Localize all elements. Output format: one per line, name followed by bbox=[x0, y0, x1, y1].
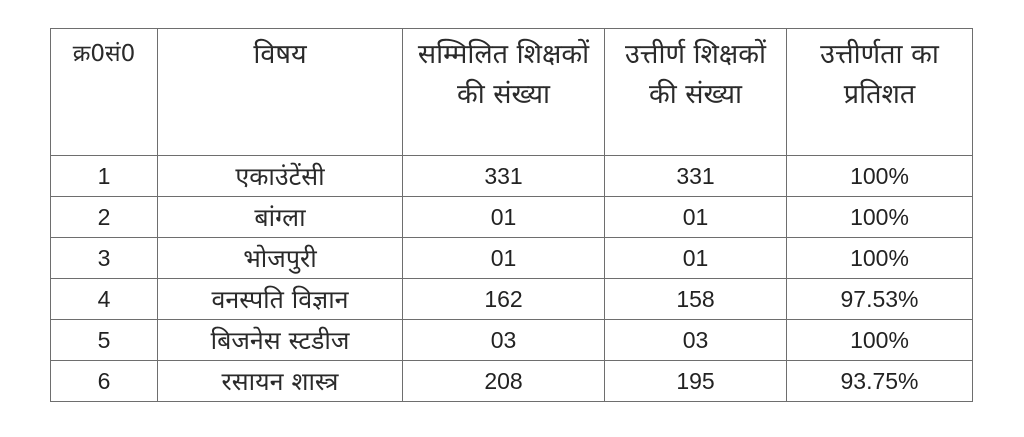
table-header bbox=[51, 29, 973, 156]
serial-cell: 3 bbox=[51, 238, 158, 279]
table-row bbox=[51, 361, 973, 402]
subject-cell: बांग्ला bbox=[158, 197, 403, 238]
appeared-cell: 162 bbox=[403, 279, 605, 320]
passed-cell: 01 bbox=[605, 197, 787, 238]
appeared-cell: 01 bbox=[403, 238, 605, 279]
serial-cell: 4 bbox=[51, 279, 158, 320]
passed-cell: 158 bbox=[605, 279, 787, 320]
header-row bbox=[51, 29, 973, 156]
appeared-cell: 208 bbox=[403, 361, 605, 402]
table-row bbox=[51, 156, 973, 197]
percent-cell: 100% bbox=[787, 156, 973, 197]
percent-cell: 100% bbox=[787, 320, 973, 361]
serial-cell: 6 bbox=[51, 361, 158, 402]
passed-cell: 03 bbox=[605, 320, 787, 361]
passed-cell: 01 bbox=[605, 238, 787, 279]
header-serial-number: क्र0सं0 bbox=[51, 29, 158, 156]
table-row bbox=[51, 320, 973, 361]
percent-cell: 97.53% bbox=[787, 279, 973, 320]
table-row bbox=[51, 197, 973, 238]
serial-cell: 1 bbox=[51, 156, 158, 197]
table-body bbox=[51, 156, 973, 402]
percent-cell: 93.75% bbox=[787, 361, 973, 402]
subject-cell: रसायन शास्त्र bbox=[158, 361, 403, 402]
table-row bbox=[51, 279, 973, 320]
subject-cell: वनस्पति विज्ञान bbox=[158, 279, 403, 320]
subject-cell: बिजनेस स्टडीज bbox=[158, 320, 403, 361]
percent-cell: 100% bbox=[787, 238, 973, 279]
subject-cell: भोजपुरी bbox=[158, 238, 403, 279]
passed-cell: 331 bbox=[605, 156, 787, 197]
serial-cell: 2 bbox=[51, 197, 158, 238]
passed-cell: 195 bbox=[605, 361, 787, 402]
appeared-cell: 331 bbox=[403, 156, 605, 197]
subject-cell: एकाउंटेंसी bbox=[158, 156, 403, 197]
header-subject: विषय bbox=[158, 29, 403, 156]
percent-cell: 100% bbox=[787, 197, 973, 238]
appeared-cell: 01 bbox=[403, 197, 605, 238]
header-teachers-appeared: सम्मिलित शिक्षकों की संख्या bbox=[403, 29, 605, 156]
serial-cell: 5 bbox=[51, 320, 158, 361]
table-row bbox=[51, 238, 973, 279]
appeared-cell: 03 bbox=[403, 320, 605, 361]
header-teachers-passed: उत्तीर्ण शिक्षकों की संख्या bbox=[605, 29, 787, 156]
header-pass-percentage: उत्तीर्णता का प्रतिशत bbox=[787, 29, 973, 156]
results-table bbox=[50, 28, 973, 402]
